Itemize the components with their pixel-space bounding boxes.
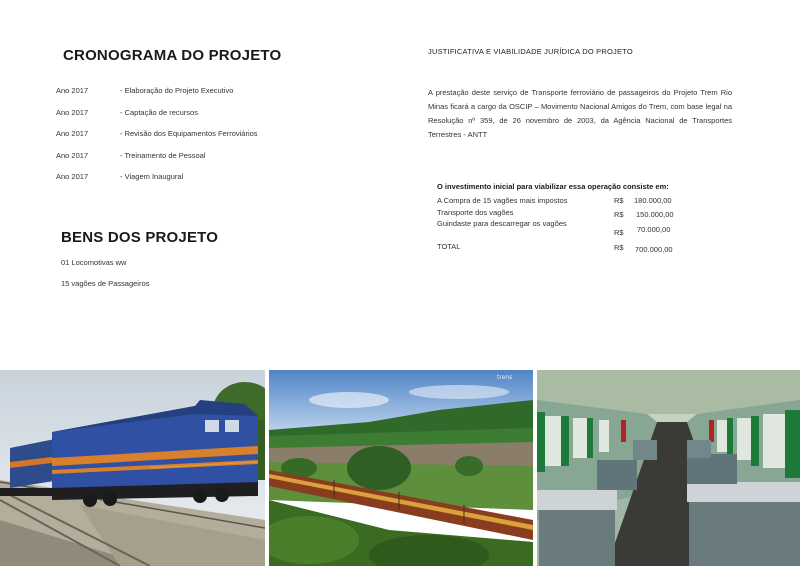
- investment-item-value: 150.000,00: [636, 210, 674, 219]
- schedule-text: - Elaboração do Projeto Executivo: [120, 86, 234, 95]
- locomotive-photo: [0, 370, 265, 566]
- bens-item: 15 vagões de Passageiros: [61, 279, 150, 288]
- schedule-year: Ano 2017: [56, 172, 89, 181]
- schedule-year: Ano 2017: [56, 151, 89, 160]
- schedule-text: - Treinamento de Pessoal: [120, 151, 206, 160]
- schedule-year: Ano 2017: [56, 129, 89, 138]
- schedule-text: - Revisão dos Equipamentos Ferroviários: [120, 129, 258, 138]
- investment-total-value: 700.000,00: [635, 245, 673, 254]
- passenger-car-interior-photo: [537, 370, 800, 566]
- landscape-train-photo: [269, 370, 533, 566]
- cronograma-title: CRONOGRAMA DO PROJETO: [63, 47, 282, 64]
- investimento-title: O investimento inicial para viabilizar essa operação consiste em:: [437, 182, 669, 191]
- schedule-year: Ano 2017: [56, 108, 89, 117]
- bens-item: 01 Locomotivas ww: [61, 258, 127, 267]
- schedule-item: [56, 129, 296, 139]
- schedule-item: [56, 86, 296, 96]
- investment-item-currency: R$: [614, 228, 624, 237]
- bens-title: BENS DOS PROJETO: [61, 229, 219, 246]
- investment-total-currency: R$: [614, 243, 624, 252]
- investment-item-label: Transporte dos vagões: [437, 208, 514, 217]
- investment-item-currency: R$: [614, 196, 624, 205]
- investment-item-label: A Compra de 15 vagões mais impostos: [437, 196, 568, 205]
- schedule-item: [56, 151, 296, 161]
- schedule-item: [56, 108, 296, 118]
- investment-item-currency: R$: [614, 210, 624, 219]
- justificativa-title: JUSTIFICATIVA E VIABILIDADE JURÍDICA DO PROJETO: [428, 47, 633, 56]
- investment-item-value: 180.000,00: [634, 196, 672, 205]
- investment-item-value: 70.000,00: [637, 225, 671, 234]
- investment-total-label: TOTAL: [437, 242, 461, 251]
- schedule-text: - Viagem Inaugural: [120, 172, 184, 181]
- justificativa-body: A prestação deste serviço de Transporte ferroviário de passageiros do Projeto Trem Rio Minas ficará a cargo da OSCIP – Movimento Nacional Amigos do Trem, com base legal na Resolução nº 359, de 26 novembro de 2003, da Agência Nacional de Transportes Terrestres - ANTT: [428, 88, 732, 139]
- schedule-year: Ano 2017: [56, 86, 89, 95]
- photo-watermark: trens: [497, 374, 513, 381]
- schedule-text: - Captação de recursos: [120, 108, 198, 117]
- schedule-item: [56, 172, 296, 182]
- investment-item-label: Guindaste para descarregar os vagões: [437, 219, 567, 228]
